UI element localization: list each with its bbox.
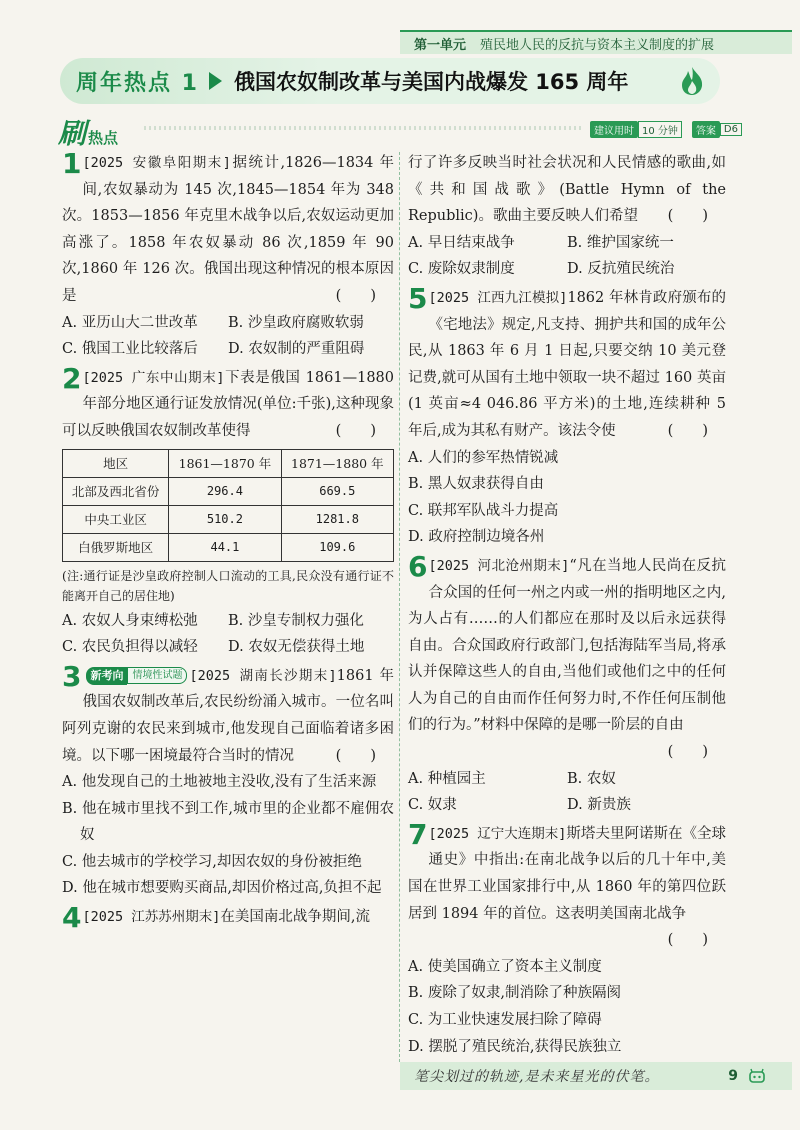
option-a[interactable]: A. 种植园主: [408, 770, 486, 787]
option-a[interactable]: A. 使美国确立了资本主义制度: [408, 958, 602, 975]
answer-blank[interactable]: ( ): [667, 932, 708, 949]
table-cell: 669.5: [281, 477, 393, 505]
time-answer-box: [590, 121, 742, 138]
question-source: [2025 河北沧州期末]: [428, 557, 570, 574]
table-cell: 44.1: [169, 533, 281, 561]
question-stem: “凡在当地人民尚在反抗合众国的任何一州之内或一州的指明地区之内,为人占有……的人们都应在那时及以后永远获得自由。合众国政府行政部门,包括海陆军当局,将承认并保障这些人的自由,当他们或他们之中的任何人为自己的自由而作任何努力时,不作任何压制他们的行为。”材料中保障的是哪一阶层的自由: [408, 557, 726, 734]
question-stem: 在美国南北战争期间,流: [220, 909, 370, 926]
question-stem: 据统计,1826—1834 年间,农奴暴动为 145 次,1845—1854 年为 348 次。1853—1856 年克里木战争以后,农奴运动更加高涨了。1858 年农奴暴动 86 次,1859 年 90 次,1860 年 126 次。俄国出现这种情况的根本原因是: [62, 155, 394, 304]
table-cell: 1281.8: [281, 505, 393, 533]
table-cell: 中央工业区: [63, 505, 169, 533]
option-a[interactable]: A. 亚历山大二世改革: [62, 314, 198, 331]
option-c[interactable]: C. 联邦军队战斗力提高: [408, 502, 559, 519]
table-header: 地区: [63, 449, 169, 477]
question-source: [2025 辽宁大连期末]: [428, 825, 567, 842]
table-row: [63, 505, 394, 533]
option-d[interactable]: D. 农奴制的严重阻碍: [228, 341, 365, 358]
table-cell: 296.4: [169, 477, 281, 505]
question-4-start: [62, 901, 394, 935]
options: [62, 608, 394, 661]
question-number: 1: [62, 147, 82, 180]
flame-icon: [678, 66, 706, 96]
question-stem: 行了许多反映当时社会状况和人民情感的歌曲,如《共和国战歌》(Battle Hymn of the Republic)。歌曲主要反映人们希望: [408, 155, 726, 225]
options: [62, 310, 394, 363]
unit-number: 第一单元: [414, 37, 467, 53]
question-source: [2025 江西九江模拟]: [428, 289, 568, 306]
answer-blank[interactable]: ( ): [335, 287, 376, 304]
table-header: 1861—1870 年: [169, 449, 281, 477]
decorative-divider: [144, 126, 584, 130]
answer-blank[interactable]: ( ): [667, 422, 708, 439]
question-stem: 1862 年林肯政府颁布的《宅地法》规定,凡支持、拥护共和国的成年公民,从 1863 年 6 月 1 日起,只要交纳 10 美元登记费,就可从国有土地中领取一块不超过 160 英亩(1 英亩≈4 046.86 平方米)的土地,连续耕种 5 年后,成为其私有财产。该法令使: [408, 289, 726, 439]
question-5: [408, 281, 726, 551]
option-d[interactable]: D. 反抗殖民统治: [567, 261, 675, 278]
question-source: [2025 广东中山期末]: [82, 369, 225, 386]
page-title: [60, 58, 720, 104]
question-number: 2: [62, 361, 82, 395]
answer-page: D6: [720, 123, 742, 136]
table-row: [63, 477, 394, 505]
time-value: 10 分钟: [638, 121, 682, 138]
badge-new: 新考向: [86, 667, 127, 685]
option-c[interactable]: C. 为工业快速发展扫除了障碍: [408, 1012, 602, 1028]
option-d[interactable]: D. 农奴无偿获得土地: [228, 639, 365, 656]
question-number: 7: [408, 817, 428, 851]
question-source: [2025 安徽阜阳期末]: [82, 155, 231, 171]
table-cell: 北部及西北省份: [63, 477, 169, 505]
question-4-cont: [408, 150, 726, 283]
option-d[interactable]: D. 他在城市想要购买商品,却因价格过高,负担不起: [62, 880, 382, 897]
option-d[interactable]: D. 新贵族: [567, 797, 631, 814]
table-note: (注:通行证是沙皇政府控制人口流动的工具,民众没有通行证不能离开自己的居住地): [62, 568, 394, 603]
question-stem: 1861 年俄国农奴制改革后,农民纷纷涌入城市。一位名叫阿列克谢的农民来到城市,他发现自己面临着诸多困境。以下哪一困境最符合当时的情况: [62, 667, 394, 764]
new-direction-badge: [86, 667, 187, 685]
question-1: [62, 147, 394, 363]
answer-blank[interactable]: ( ): [335, 422, 376, 439]
option-a[interactable]: A. 他发现自己的土地被地主没收,没有了生活来源: [62, 774, 377, 791]
question-number: 3: [62, 659, 82, 693]
page-number: 9: [728, 1068, 738, 1084]
time-label: 建议用时: [590, 121, 638, 138]
option-b[interactable]: B. 黑人奴隶获得自由: [408, 476, 544, 493]
table-cell: 109.6: [281, 533, 393, 561]
option-b[interactable]: B. 废除了奴隶,制消除了种族隔阂: [408, 985, 621, 1002]
footer-motto: 笔尖划过的轨迹,是未来星光的伏笔。: [414, 1069, 660, 1085]
options: [408, 445, 726, 551]
option-d[interactable]: D. 政府控制边境各州: [408, 529, 545, 546]
title-main: 俄国农奴制改革与美国内战爆发 165 周年: [233, 70, 629, 94]
question-source: [2025 江苏苏州期末]: [82, 909, 221, 926]
options: [408, 954, 726, 1060]
unit-header: [400, 30, 792, 54]
question-number: 5: [408, 281, 428, 315]
question-6: [408, 549, 726, 819]
question-3: [62, 659, 394, 902]
question-2: [62, 361, 394, 661]
right-column: [408, 150, 726, 1060]
option-c[interactable]: C. 俄国工业比较落后: [62, 341, 198, 358]
question-number: 4: [62, 901, 82, 935]
answer-blank[interactable]: ( ): [667, 744, 708, 761]
option-b[interactable]: B. 沙皇政府腐败软弱: [228, 314, 364, 331]
options: [408, 230, 726, 283]
page-footer: [400, 1062, 792, 1090]
column-divider: [399, 152, 400, 1062]
data-table: [62, 449, 394, 562]
options: [62, 769, 394, 902]
mascot-icon: [748, 1068, 766, 1084]
table-header-row: [63, 449, 394, 477]
table-header: 1871—1880 年: [281, 449, 393, 477]
option-d[interactable]: D. 摆脱了殖民统治,获得民族独立: [408, 1038, 622, 1055]
badge-type: 情境性试题: [127, 667, 187, 684]
answer-blank[interactable]: ( ): [667, 208, 708, 225]
question-number: 6: [408, 549, 428, 583]
options: [408, 766, 726, 819]
table-row: [63, 533, 394, 561]
section-redian: 热点: [88, 129, 119, 147]
table-cell: 510.2: [169, 505, 281, 533]
left-column: [62, 147, 394, 935]
section-heading: [58, 112, 118, 152]
answer-label: 答案: [692, 121, 720, 138]
option-a[interactable]: A. 农奴人身束缚松弛: [62, 612, 198, 629]
answer-blank[interactable]: ( ): [335, 747, 376, 764]
title-tag: 周年热点 1: [76, 70, 199, 96]
question-7: [408, 817, 726, 1060]
table-cell: 白俄罗斯地区: [63, 533, 169, 561]
option-c[interactable]: C. 他去城市的学校学习,却因农奴的身份被拒绝: [62, 853, 362, 870]
option-b[interactable]: B. 他在城市里找不到工作,城市里的企业都不雇佣农奴: [62, 800, 394, 844]
section-shua: 刷: [58, 117, 87, 150]
question-stem: 下表是俄国 1861—1880 年部分地区通行证发放情况(单位:千张),这种现象可以反映俄国农奴制改革使得: [62, 369, 394, 439]
question-source: [2025 湖南长沙期末]: [189, 667, 337, 684]
play-arrow-icon: [209, 72, 222, 90]
unit-title: 殖民地人民的反抗与资本主义制度的扩展: [480, 37, 715, 53]
option-a[interactable]: A. 早日结束战争: [408, 234, 515, 251]
question-stem: 斯塔夫里阿诺斯在《全球通史》中指出:在南北战争以后的几十年中,美国在世界工业国家排行中,从 1860 年的第四位跃居到 1894 年的首位。这表明美国南北战争: [408, 825, 726, 922]
option-b[interactable]: B. 维护国家统一: [567, 234, 674, 251]
option-c[interactable]: C. 废除奴隶制度: [408, 261, 515, 278]
option-a[interactable]: A. 人们的参军热情锐减: [408, 449, 559, 466]
option-c[interactable]: C. 奴隶: [408, 797, 457, 814]
option-c[interactable]: C. 农民负担得以减轻: [62, 639, 198, 656]
option-b[interactable]: B. 农奴: [567, 770, 616, 787]
option-b[interactable]: B. 沙皇专制权力强化: [228, 612, 364, 629]
